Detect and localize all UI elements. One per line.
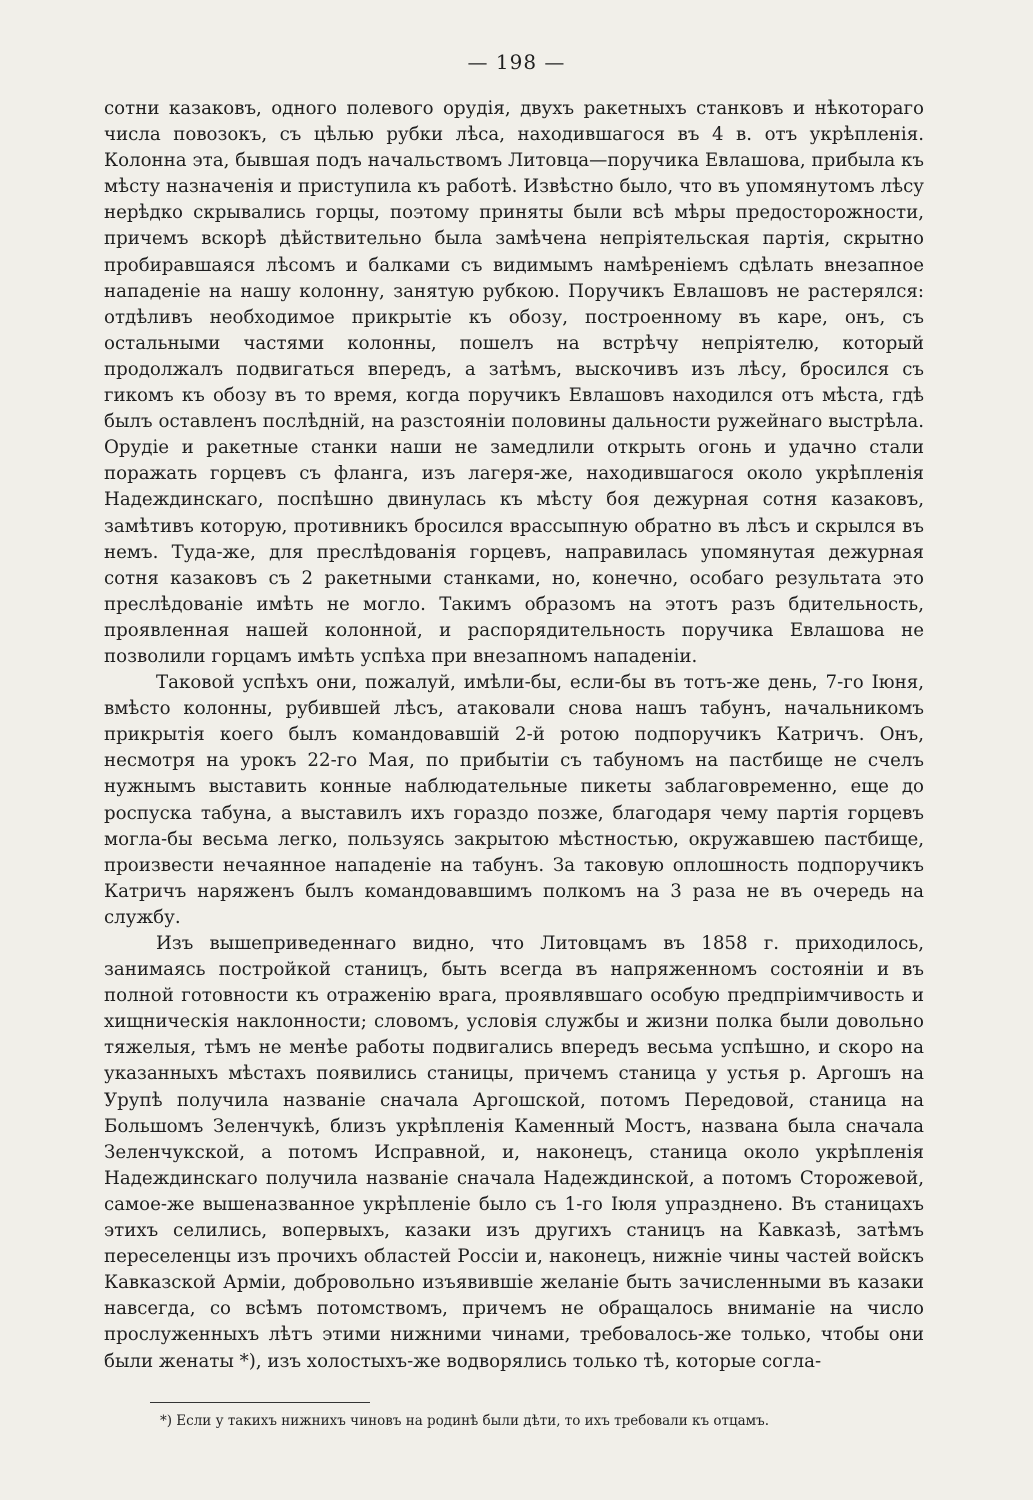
footnote-divider [150,1402,370,1403]
paragraph: сотни казаковъ, одного полевого орудія, двухъ ракетныхъ станковъ и нѣкотораго числа повозокъ, съ цѣлью рубки лѣса, находившагося въ 4 в. отъ укрѣпленія. Колонна эта, бывшая подъ начальствомъ Литовца—поручика Евлашова, прибыла къ мѣсту назначенія и приступила къ работѣ. Извѣстно было, что въ упомянутомъ лѣсу нерѣдко скрывались горцы, поэтому приняты были всѣ мѣры предосторожности, причемъ вскорѣ дѣйствительно была замѣчена непріятельская партія, скрытно пробиравшаяся лѣсомъ и балками съ видимымъ намѣреніемъ сдѣлать внезапное нападеніе на нашу колонну, занятую рубкою. Поручикъ Евлашовъ не растерялся: отдѣливъ необходимое прикрытіе къ обозу, построенному въ каре, онъ, съ остальными частями колонны, пошелъ на встрѣчу непріятелю, который продолжалъ подвигаться впередъ, а затѣмъ, выскочивъ изъ лѣсу, бросился съ гикомъ къ обозу въ то время, когда поручикъ Евлашовъ находился отъ мѣста, гдѣ былъ оставленъ послѣдній, на разстояніи половины дальности ружейнаго выстрѣла. Орудіе и ракетные станки наши не замедлили открыть огонь и удачно стали поражать горцевъ съ фланга, изъ лагеря-же, находившагося около укрѣпленія Надеждинскаго, поспѣшно двинулась къ мѣсту боя дежурная сотня казаковъ, замѣтивъ которую, противникъ бросился врассыпную обратно въ лѣсъ и скрылся въ немъ. Туда-же, для преслѣдованія горцевъ, направилась упомянутая дежурная сотня казаковъ съ 2 ракетными станками, но, конечно, особаго результата это преслѣдованіе имѣть не могло. Такимъ образомъ на этотъ разъ бдительность, проявленная нашей колонной, и распорядительность поручика Евлашова не позволили горцамъ имѣть успѣха при внезапномъ нападеніи. [104,98,924,667]
paragraph: Изъ вышеприведеннаго видно, что Литовцамъ въ 1858 г. приходилось, занимаясь постройкой станицъ, быть всегда въ напряженномъ состояніи и въ полной готовности къ отраженію врага, проявлявшаго особую предпріимчивость и хищническія наклонности; словомъ, условія службы и жизни полка были довольно тяжелыя, тѣмъ не менѣе работы подвигались впередъ весьма успѣшно, и скоро на указанныхъ мѣстахъ появились станицы, причемъ станица у устья р. Аргошъ на Урупѣ получила названіе сначала Аргошской, потомъ Передовой, станица на Большомъ Зеленчукѣ, близъ укрѣпленія Каменный Мостъ, названа была сначала Зеленчукской, а потомъ Исправной, и, наконецъ, станица около укрѣпленія Надеждинскаго получила названіе сначала Надеждинской, а потомъ Сторожевой, самое-же вышеназванное укрѣпленіе было съ 1-го Іюля упразднено. Въ станицахъ этихъ селились, вопервыхъ, казаки изъ другихъ станицъ на Кавказѣ, затѣмъ переселенцы изъ прочихъ областей Россіи и, наконецъ, нижніе чины частей войскъ Кавказской Арміи, добровольно изъявившіе желаніе быть зачисленными въ казаки навсегда, со всѣмъ потомствомъ, причемъ не обращалось вниманіе на число прослуженныхъ лѣтъ этими нижними чинами, требовалось-же только, чтобы они были женаты *), изъ холостыхъ-же водворялись только тѣ, которые согла- [104,933,924,1372]
page-number: — 198 — [467,50,566,74]
body-text [104,96,924,1375]
footnote: *) Если у такихъ нижнихъ чиновъ на родинѣ были дѣти, то ихъ требовали къ отцамъ. [160,1413,770,1429]
paragraph: Таковой успѣхъ они, пожалуй, имѣли-бы, если-бы въ тотъ-же день, 7-го Іюня, вмѣсто колонны, рубившей лѣсъ, атаковали снова нашъ табунъ, начальникомъ прикрытія коего былъ командовавшій 2-й ротою подпоручикъ Катричъ. Онъ, несмотря на урокъ 22-го Мая, по прибытіи съ табуномъ на пастбище не счелъ нужнымъ выставить конные наблюдательные пикеты заблаговременно, еще до роспуска табуна, а выставилъ ихъ гораздо позже, благодаря чему партія горцевъ могла-бы весьма легко, пользуясь закрытою мѣстностью, окружавшею пастбище, произвести нечаянное нападеніе на табунъ. За таковую оплошность подпоручикъ Катричъ наряженъ былъ командовавшимъ полкомъ на 3 раза не въ очередь на службу. [104,672,924,928]
